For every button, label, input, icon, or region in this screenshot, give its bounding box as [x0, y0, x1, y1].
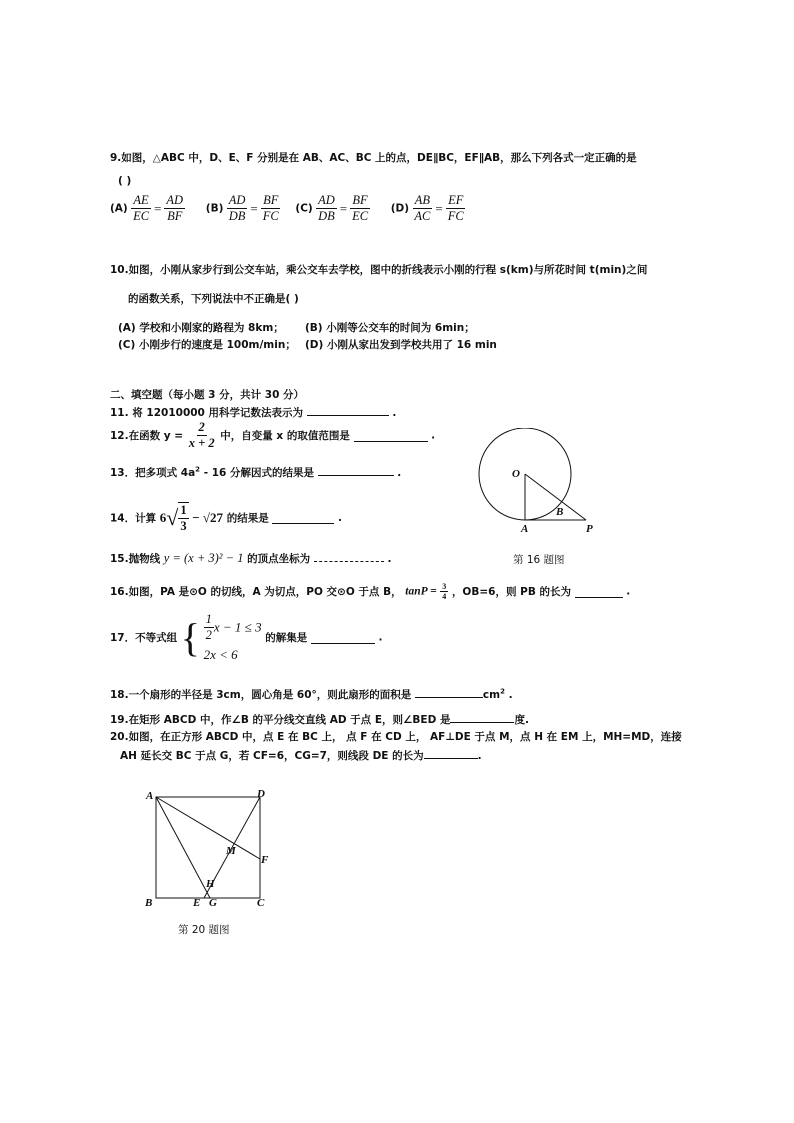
q9-c-eq: =	[339, 200, 348, 216]
fig20-label-h: H	[206, 878, 215, 890]
q10-line2: 的函数关系，下列说法中不正确是( )	[128, 293, 299, 305]
q9-d-den1: AC	[414, 209, 431, 223]
q17-frac-den: 2	[205, 628, 212, 642]
q11-answer-blank	[307, 404, 389, 416]
q15	[110, 550, 391, 566]
q17-system	[204, 612, 262, 663]
q9-b-eq: =	[250, 200, 258, 216]
q9-d-eq: =	[435, 200, 443, 216]
q9-c-num2: BF	[352, 193, 368, 207]
q9-option-c-label: (C)	[295, 202, 313, 215]
q9-c-den2: EC	[352, 209, 369, 223]
q16-post: ，OB=6，则 PB 的长为	[451, 586, 571, 598]
fig16-label-a: A	[521, 523, 529, 535]
q9-b-num2: BF	[263, 193, 279, 207]
q13-sup: 2	[195, 465, 201, 474]
fig20-label-d: D	[257, 788, 265, 800]
fig20-segment-af	[156, 797, 260, 859]
figure-16-caption: 第 16 题图	[513, 554, 565, 566]
fig20-label-c: C	[257, 897, 265, 909]
q17-brace: {	[180, 614, 200, 660]
q19-text: 19.在矩形 ABCD 中，作∠B 的平分线交直线 AD 于点 E，则∠BED 是	[110, 714, 451, 726]
q9-a-num2: AD	[166, 193, 184, 207]
q9-b-num1: AD	[228, 193, 246, 207]
q16-frac-den: 4	[442, 592, 447, 601]
q10-option-c: (C) 小刚步行的速度是 100m/min；	[118, 339, 296, 351]
figure-20-caption: 第 20 题图	[178, 924, 230, 936]
q17-frac-num: 1	[205, 612, 212, 626]
q14-radical-sign: √	[166, 505, 179, 530]
q9-option-a-label: (A)	[110, 202, 128, 215]
q17-pre: 17．不等式组	[110, 632, 178, 644]
q14	[110, 502, 342, 534]
q13-pre: 13．把多项式 4a	[110, 467, 196, 479]
q16-end: .	[626, 585, 631, 598]
fig20-label-a: A	[146, 790, 154, 802]
q15-expr: y = (x + 3)² − 1	[163, 551, 244, 565]
q17-end: .	[378, 631, 383, 644]
q9-option-d-label: (D)	[390, 202, 410, 215]
q9-a-den1: EC	[133, 209, 150, 223]
q15-post: 的顶点坐标为	[247, 553, 311, 565]
q19	[110, 711, 529, 727]
q18-unit: cm	[482, 689, 501, 701]
q14-answer-blank	[272, 512, 334, 524]
q20-end: .	[477, 750, 482, 762]
q12-pre: 12.在函数 y =	[110, 430, 184, 442]
q20-line2-text: AH 延长交 BC 于点 G，若 CF=6，CG=7，则线段 DE 的长为	[120, 750, 424, 762]
q9-b-den1: DB	[228, 209, 246, 223]
fig20-label-f: F	[261, 854, 269, 866]
q12-frac-num: 2	[198, 420, 205, 434]
q9-options	[110, 193, 466, 224]
q15-end: .	[387, 553, 392, 565]
q19-answer-blank	[450, 711, 514, 723]
q10-option-b: (B) 小刚等公交车的时间为 6min；	[305, 322, 475, 334]
q10-option-a: (A) 学校和小刚家的路程为 8km；	[118, 322, 284, 334]
q17-line1-rest: x − 1 ≤ 3	[213, 619, 262, 635]
q16-tan: tanP =	[405, 585, 437, 598]
fig20-segment-ag	[156, 797, 210, 898]
q12-frac-den: x + 2	[188, 436, 215, 450]
q20-answer-blank	[424, 747, 478, 759]
q9-a-num1: AE	[133, 193, 149, 207]
q17-answer-blank	[311, 632, 375, 644]
q14-coef: 6	[159, 510, 167, 525]
q20-line2	[120, 747, 482, 763]
q13	[110, 464, 401, 480]
q14-frac-num: 1	[180, 503, 187, 517]
q20-line1: 20.如图，在正方形 ABCD 中，点 E 在 BC 上， 点 F 在 CD 上， AF⊥DE 于点 M，点 H 在 EM 上，MH=MD，连接	[110, 731, 682, 743]
fig16-label-b: B	[556, 506, 564, 518]
q9-d-num2: EF	[448, 193, 464, 207]
q16-answer-blank	[575, 586, 623, 598]
q9-c-den1: DB	[318, 209, 335, 223]
q18-answer-blank	[415, 686, 483, 698]
q13-end: .	[397, 467, 402, 479]
fig20-label-b: B	[145, 897, 153, 909]
fig20-label-g: G	[209, 897, 217, 909]
q14-frac-den: 3	[180, 519, 187, 533]
q14-post: 的结果是	[226, 512, 269, 525]
q15-pre: 15.抛物线	[110, 553, 161, 565]
q14-pre: 14．计算	[110, 512, 157, 525]
q9-c-num1: AD	[318, 193, 335, 207]
q11-text: 11. 将 12010000 用科学记数法表示为	[110, 407, 304, 419]
fig20-label-m: M	[226, 845, 236, 857]
q9-answer-paren: ( )	[118, 175, 132, 187]
q16-pre: 16.如图，PA 是⊙O 的切线，A 为切点，PO 交⊙O 于点 B，	[110, 586, 402, 598]
fig20-label-e: E	[193, 897, 201, 909]
q11	[110, 404, 396, 420]
q14-expr2: − √27	[192, 510, 224, 525]
q12-post: 中，自变量 x 的取值范围是	[220, 430, 350, 442]
q18	[110, 686, 513, 702]
q16	[110, 582, 630, 601]
figure-16-diagram	[470, 428, 610, 540]
q16-frac-num: 3	[442, 582, 447, 591]
q11-end: .	[392, 407, 397, 419]
q18-sup: 2	[500, 687, 505, 696]
q10-option-d: (D) 小刚从家出发到学校共用了 16 min	[305, 339, 497, 351]
q13-answer-blank	[318, 464, 394, 476]
q10-line1: 10.如图，小刚从家步行到公交车站，乘公交车去学校，图中的折线表示小刚的行程 s(km)与所花时间 t(min)之间	[110, 264, 648, 276]
q9-a-eq: =	[154, 200, 162, 216]
q12-end: .	[431, 429, 436, 442]
q9-b-den2: FC	[262, 209, 279, 223]
q9-d-den2: FC	[447, 209, 464, 223]
section-2-title: 二、填空题（每小题 3 分，共计 30 分）	[110, 389, 305, 401]
q13-post: - 16 分解因式的结果是	[200, 467, 314, 479]
q9-a-den2: BF	[167, 209, 183, 223]
q9-stem: 9.如图，△ABC 中，D、E、F 分别是在 AB、AC、BC 上的点，DE∥BC，EF∥AB，那么下列各式一定正确的是	[110, 152, 637, 164]
q14-end: .	[338, 512, 343, 524]
q17	[110, 612, 383, 663]
q17-post: 的解集是	[265, 632, 308, 644]
fig16-label-o: O	[512, 468, 520, 480]
q17-line2: 2x < 6	[203, 647, 238, 662]
q18-text: 18.一个扇形的半径是 3cm，圆心角是 60°，则此扇形的面积是	[110, 689, 412, 701]
q18-end: .	[508, 689, 513, 701]
q19-unit: 度.	[514, 714, 529, 726]
q9-option-b-label: (B)	[205, 202, 224, 215]
q15-answer-blank	[314, 550, 384, 562]
figure-20-diagram	[140, 786, 280, 910]
q9-d-num1: AB	[414, 193, 431, 207]
fig16-label-p: P	[586, 523, 593, 535]
q12-answer-blank	[354, 430, 428, 442]
q12	[110, 420, 435, 451]
